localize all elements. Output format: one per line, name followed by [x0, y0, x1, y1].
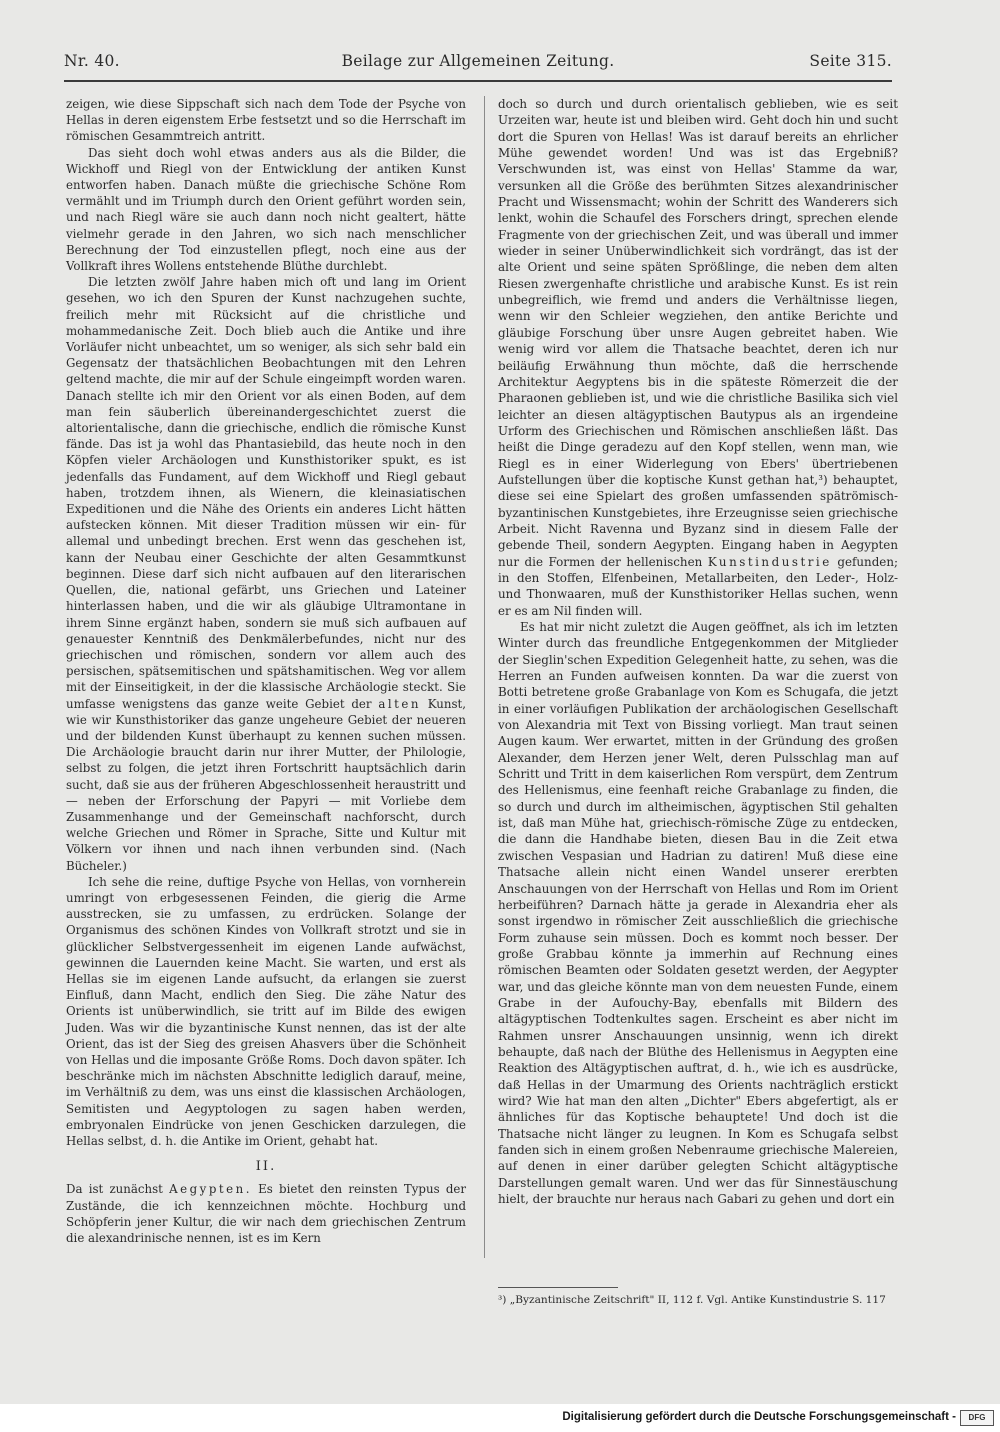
paragraph-text: doch so durch und durch orientalisch geblieben, wie es seit Urzeiten war, heute ist und bleiben wird. Geht doch hin und sucht dort die Spuren von Hellas! Was ist darauf bereits an ehrlicher Mühe gewendet worden! Und was ist das Ergebniß? Verschwunden ist, was einst von Hellas' Stamme da war, versunken all die Größe des berühmten Sitzes alexandrinischer Pracht und Wissensmacht; wohin der Schritt des Wanderers sich lenkt, wohin die Schaufel des Forschers dringt, sprechen elende Fragmente von der griechischen Zeit, und was überall und immer wieder in seiner Unüberwindlichkeit sich vordrängt, das ist der alte Orient und seine späten Sprößlinge, die neben dem alten Riesen zwergenhafte christliche und arabische Kunst. Es ist rein unbegreiflich, wie fremd und anders die Verhältnisse liegen, wenn wir den Schleier wegziehen, den antike Berichte und gläubige Forschung über unsre Augen gebreitet haben. Wie wenig wird vor allem die Thatsache beachtet, deren ich nur beiläufig Erwähnung thun möchte, daß die herrschende Architektur Aegyptens bis in die späteste Römerzeit die der Pharaonen geblieben ist, und wie die christliche Basilika sich viel leichter an diesen altägyptischen Bautypus als an irgendeine Urform des Griechischen und Römischen anschließen läßt. Das heißt die Dinge geradezu auf den Kopf stellen, wenn man, wie Riegl es in einer Widerlegung von Ebers' übertriebenen Aufstellungen über die koptische Kunst gethan hat,³) behauptet, diese sei eine Spielart des großen umfassenden spätrömisch-byzantinischen Kunstgebietes, ihre Erzeugnisse seien griechische Arbeit. Nicht Ravenna und Byzanz sind in diesem Falle der gebende Theil, sondern Aegypten. Eingang haben in Aegypten nur die Formen der hellenischen	[498, 97, 898, 569]
right-column	[498, 96, 898, 1207]
emphasized-word: alten	[378, 696, 421, 711]
paragraph-text: Die letzten zwölf Jahre haben mich oft und lang im Orient gesehen, wo ich den Spuren der Kunst nachzugehen suchte, freilich mehr mit Rücksicht auf die christliche und mohammedanische Zeit. Doch blieb auch die Antike und ihre Vorläufer nicht unbeachtet, um so weniger, als sich sehr bald ein Gegensatz der thatsächlichen Beobachtungen mit den Lehren geltend machte, die mir auf der Schule eingeimpft worden waren. Danach stellte ich mir den Orient vor als einen Boden, auf dem man fein säuberlich übereinandergeschichtet zuerst die altorientalische, dann die griechische, endlich die römische Kunst fände. Das ist ja wohl das Phantasiebild, das heute noch in den Köpfen vieler Archäologen und Kunsthistoriker spukt, es ist jedenfalls das Fundament, auf dem Wickhoff und Riegl gebaut haben, trotzdem ihnen, als Wienern, die kleinasiatischen Expeditionen und die Nähe des Orients ein anderes Licht hätten aufstecken können. Mit dieser Tradition müssen wir ein- für allemal und unbedingt brechen. Erst wenn das geschehen ist, kann der Neubau einer Geschichte der alten Gesammtkunst beginnen. Diese darf sich nicht aufbauen auf den literarischen Quellen, die, national gefärbt, uns Griechen und Lateiner hinterlassen haben, und die wir als gläubige Ultramontane in ihrem Sinne ergänzt haben, sondern sie muß sich aufbauen auf genauester Kenntniß des Denkmälerbefundes, nicht nur des griechischen und römischen, sondern vor allem auch des persischen, spätsemitischen und spätshamitischen. Weg vor allem mit der Einseitigkeit, in der die klassische Archäologie steckt. Sie umfasse wenigstens das ganze weite Gebiet der	[66, 275, 466, 711]
digitization-footer	[0, 1404, 1000, 1432]
paragraph: Das sieht doch wohl etwas anders aus als die Bilder, die Wickhoff und Riegl von der Entwicklung der antiken Kunst entworfen haben. Danach müßte die griechische Schöne Rom vermählt und im Triumph durch den Orient geführt worden sein, und nach Riegl wäre sie auch dann noch nicht gealtert, hätte vielmehr gerade in den Jahren, wo sich nach menschlicher Berechnung der Tod einzustellen pflegt, noch eine aus der Vollkraft ihres Wollens entstehende Blüthe durchlebt.	[66, 145, 466, 274]
paragraph-text: Es bietet den reinsten Typus der Zustände, die ich kennzeichnen möchte. Hochburg und Schöpferin jener Kultur, die wir nach dem griechischen Zentrum die alexandrinische nennen, ist es im Kern	[66, 1182, 466, 1246]
issue-number: Nr. 40.	[64, 52, 120, 70]
page-header	[64, 52, 892, 76]
page-number: Seite 315.	[809, 52, 892, 70]
dfg-logo: DFG	[960, 1410, 994, 1426]
column-divider	[484, 96, 485, 1258]
paragraph	[66, 1181, 466, 1246]
paragraph: zeigen, wie diese Sippschaft sich nach dem Tode der Psyche von Hellas in deren eigenstem Erbe festsetzt und so die Herrschaft im römischen Gesammtreich antritt.	[66, 97, 466, 144]
paragraph	[66, 274, 466, 874]
paragraph-text: Da ist zunächst	[66, 1182, 163, 1197]
paragraph: Es hat mir nicht zuletzt die Augen geöffnet, als ich im letzten Winter durch das freundliche Entgegenkommen der Mitglieder der Sieglin'schen Expedition Gelegenheit hatte, zu sehen, was die Herren an Funden aufweisen konnten. Da war die zuerst von Botti betretene große Grabanlage von Kom es Schugafa, die jetzt in einer vorläufigen Publikation der archäologischen Gesellschaft von Alexandria mit Text von Bissing vorliegt. Man traut seinen Augen kaum. Wer erwartet, mitten in der Gründung des großen Alexander, dem Herzen jener Welt, deren Pulsschlag man auf Schritt und Tritt in dem kaiserlichen Rom verspürt, dem Zentrum des Hellenismus, eine feenhaft reiche Grabanlage zu finden, die so durch und durch im altheimischen, ägyptischen Stil gehalten ist, daß man Mühe hat, griechisch-römische Züge zu entdecken, die dann die Handhabe bieten, diesen Bau in die Zeit etwa zwischen Vespasian und Hadrian zu datiren! Muß diese eine Thatsache allein nicht einen Wandel unserer ererbten Anschauungen von der Herrschaft von Hellas und Rom im Orient herbeiführen? Darnach hätte ja gerade in Alexandria eher als sonst irgendwo in römischer Zeit ausschließlich die griechische Form zuhause sein müssen. Doch es kommt noch besser. Der große Grabbau könnte ja immerhin auf Rechnung eines römischen Beamten oder Soldaten gesetzt werden, der Aegypter war, und das gleiche könnte man von dem neuesten Funde, einem Grabe in der Aufouchy-Bay, ebenfalls mit Bildern des altägyptischen Todtenkultes sagen. Erscheint es aber nicht im Rahmen unsrer Anschauungen unsinnig, wenn ich direkt behaupte, daß nach der Blüthe des Hellenismus in Aegypten eine Reaktion des Altägyptischen auftrat, d. h., wie ich es ausdrücke, daß Hellas in der Umarmung des Orients nachträglich erstickt wird? Wie hat man den alten „Dichter" Ebers abgefertigt, als er ähnliches für das Koptische behauptete! Und doch ist die Thatsache nicht länger zu leugnen. In Kom es Schugafa selbst fanden sich in einem großen Nebenraume griechische Malereien, auf denen in einer darüber gelegten Schicht altägyptische Darstellungen gemalt waren. Und wer das für Sinnestäuschung hielt, der brauchte nur heraus nach Gabari zu gehen und dort ein	[498, 620, 898, 1207]
left-column	[66, 96, 466, 1246]
footnote: ³) „Byzantinische Zeitschrift" II, 112 f. Vgl. Antike Kunstindustrie S. 117	[498, 1294, 886, 1306]
section-heading: II.	[255, 1159, 277, 1175]
paragraph-text: gefunden; in den Stoffen, Elfenbeinen, Metallarbeiten, den Leder-, Holz- und Thonwaaren, muß der Kunsthistoriker Hellas suchen, wenn er es am Nil finden will.	[498, 554, 899, 618]
header-rule	[64, 80, 892, 82]
emphasized-word: Kunstindustrie	[707, 554, 832, 569]
paragraph	[498, 96, 898, 619]
paragraph-text: Kunst, wie wir Kunsthistoriker das ganze ungeheure Gebiet der neueren und der bildenden Kunst überhaupt zu kennen suchen müssen. Die Archäologie braucht darin nur ihrer Mutter, der Philologie, selbst zu folgen, die jetzt ihren Fortschritt hauptsächlich darin sucht, daß sie aus der früheren Abgeschlossenheit heraustritt und — neben der Erforschung der Papyri — mit Vorliebe dem Zusammenhange und der Gemeinschaft nachforscht, durch welche Griechen und Römer in Sprache, Sitte und Kultur mit Völkern vor ihnen und nach ihnen verbunden sind. (Nach Bücheler.)	[66, 696, 467, 873]
publication-title: Beilage zur Allgemeinen Zeitung.	[341, 52, 615, 70]
emphasized-word: Aegypten.	[169, 1182, 252, 1197]
paragraph: Ich sehe die reine, duftige Psyche von Hellas, von vornherein umringt von erbgesessenen Feinden, die gierig die Arme ausstrecken, sie zu umfassen, zu erdrücken. Solange der Organismus des schönen Kindes von Vollkraft strotzt und sie in glücklicher Selbstvergessenheit im eigenen Lande aufwächst, gewinnen die Lauernden keine Macht. Sie warten, und erst als Hellas sie im eigenen Lande aufsucht, da erlangen sie zuerst Einfluß, dann Macht, endlich den Sieg. Die zähe Natur des Orients ist unüberwindlich, sie tritt auf im Bilde des ewigen Juden. Was wir die byzantinische Kunst nennen, das ist der alte Orient, das ist der Sieg des greisen Ahasvers über die Schönheit von Hellas und die imposante Größe Roms. Doch davon später. Ich beschränke mich im nächsten Abschnitte lediglich darauf, meine, im Verhältniß zu dem, was uns einst die klassischen Archäologen, Semitisten und Aegyptologen zu sagen haben werden, embryonalen Eindrücke von jenen Geschicken darzulegen, die Hellas selbst, d. h. die Antike im Orient, gehabt hat.	[66, 874, 466, 1148]
footnote-rule	[498, 1287, 618, 1288]
funding-notice: Digitalisierung gefördert durch die Deutsche Forschungsgemeinschaft -	[562, 1411, 956, 1423]
